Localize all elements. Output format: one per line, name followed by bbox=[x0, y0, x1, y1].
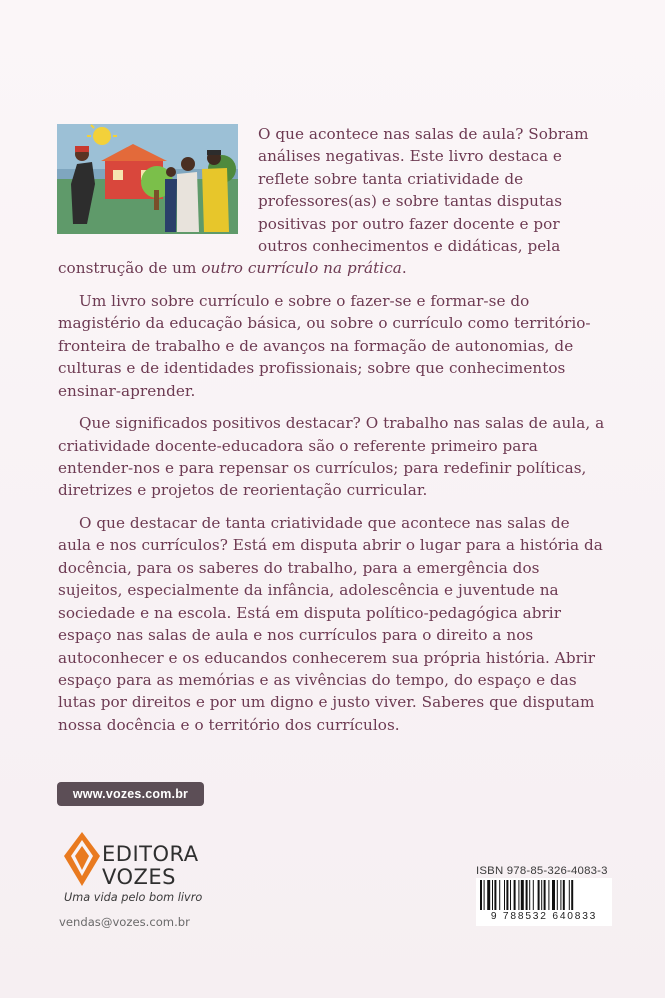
publisher-logo bbox=[64, 832, 224, 892]
publisher-slogan: Uma vida pelo bom livro bbox=[64, 891, 203, 904]
emphasized-title: outro currículo na prática bbox=[201, 259, 402, 278]
paragraph-3: Que significados positivos destacar? O trabalho nas salas de aula, a criatividade docente-educadora são o referente primeiro para entender-nos e para repensar os currículos; para redefinir políticas, diretrizes e projetos de reorientação curricular. bbox=[58, 414, 605, 500]
paragraph-4: O que destacar de tanta criatividade que acontece nas salas de aula e nos currículos? Está em disputa abrir o lugar para a história da docência, para os saberes do trabalho, para a emergência dos sujeitos, especialmente da infância, adolescência e juventude na sociedade e na escola. Está em disputa político-pedagógica abrir espaço nas salas de aula e nos currículos para o direito a nos autoconhecer e os educandos conhecerem sua própria história. Abrir espaço para as memórias e as vivências do tempo, do espaço e das lutas por direitos e por um digno e justo viver. Saberes que disputam nossa docência e o território dos currículos. bbox=[58, 514, 603, 734]
synopsis-text bbox=[58, 123, 606, 746]
diamond-logo-icon bbox=[64, 832, 100, 886]
barcode-digits: 9 788532 640833 bbox=[476, 910, 612, 924]
publisher-name-line2: VOZES bbox=[102, 865, 177, 889]
paragraph-2: Um livro sobre currículo e sobre o fazer-se e formar-se do magistério da educação básica, ou sobre o currículo como território-fronteira de trabalho e de avanços na formação de autonomias, de culturas e de identidades profissionais; sobre que conhecimentos ensinar-aprender. bbox=[58, 292, 591, 400]
sales-email[interactable]: vendas@vozes.com.br bbox=[59, 915, 190, 929]
isbn-label: ISBN 978-85-326-4083-3 bbox=[476, 865, 608, 877]
website-badge[interactable]: www.vozes.com.br bbox=[57, 782, 204, 806]
publisher-name-line1: EDITORA bbox=[102, 842, 199, 866]
paragraph-1: O que acontece nas salas de aula? Sobram análises negativas. Este livro destaca e reflete sobre tanta criatividade de professores(as) e sobre tantas disputas positivas por outro fazer docente e por outros conhecimentos e didáticas, pela construção de um outro currículo na prática. bbox=[58, 125, 589, 278]
